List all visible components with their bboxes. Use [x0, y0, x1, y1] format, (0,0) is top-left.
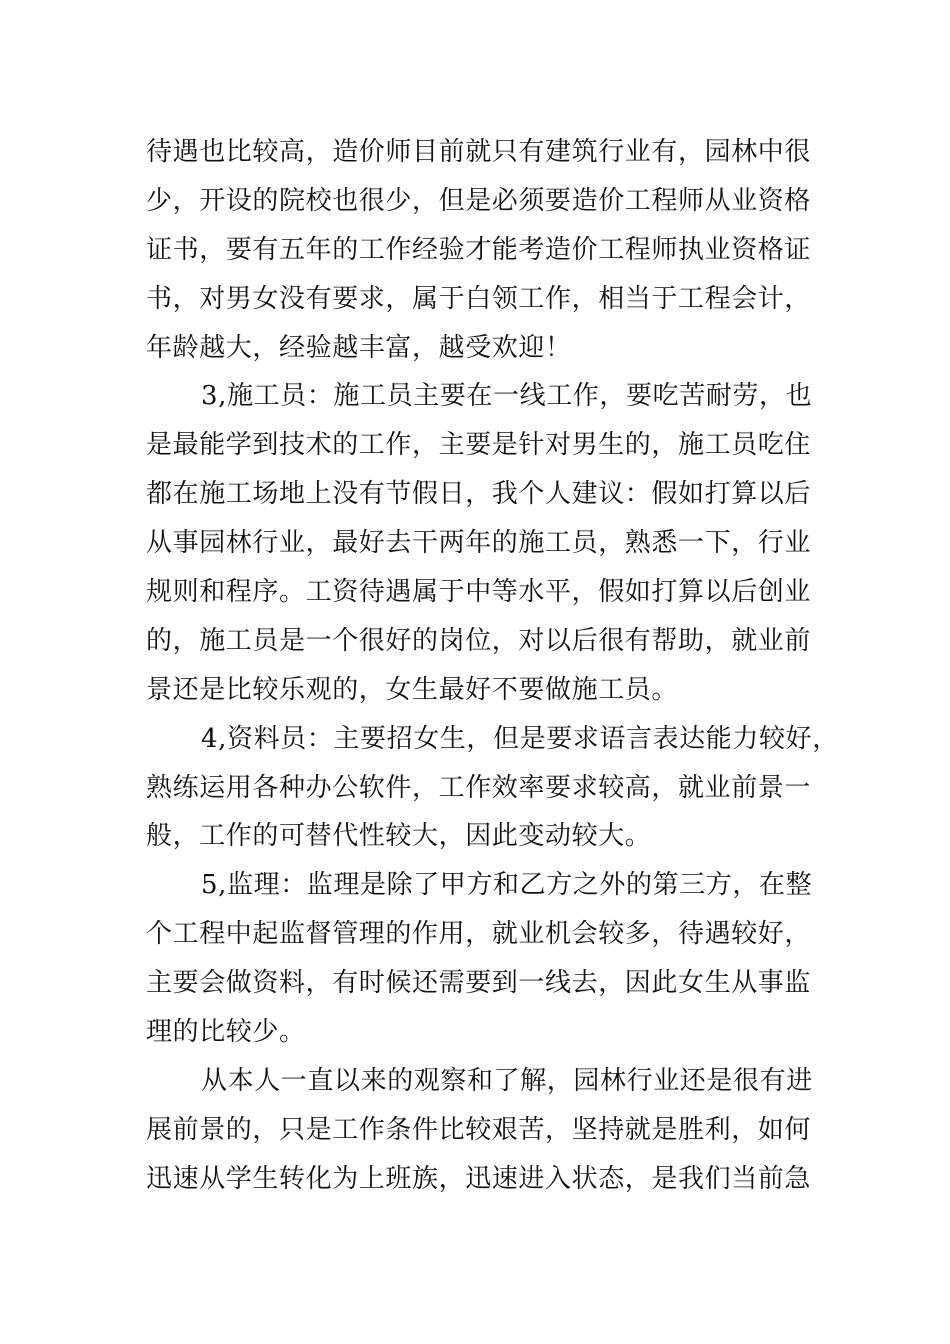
text-line: 4,资料员：主要招女生，但是要求语言表达能力较好， — [201, 723, 839, 754]
text-line: 规则和程序。工资待遇属于中等水平，假如打算以后创业 — [146, 577, 812, 608]
text-line: 熟练运用各种办公软件，工作效率要求较高，就业前景一 — [146, 772, 812, 803]
text-line: 的，施工员是一个很好的岗位，对以后很有帮助，就业前 — [146, 625, 812, 656]
text-line: 年龄越大，经验越丰富，越受欢迎！ — [146, 332, 572, 363]
text-line: 是最能学到技术的工作，主要是针对男生的，施工员吃住 — [146, 430, 812, 461]
text-line: 少，开设的院校也很少，但是必须要造价工程师从业资格 — [146, 185, 812, 216]
text-line: 证书，要有五年的工作经验才能考造价工程师执业资格证 — [146, 234, 812, 265]
text-line: 书，对男女没有要求，属于白领工作，相当于工程会计， — [146, 283, 812, 314]
text-line: 迅速从学生转化为上班族，迅速进入状态，是我们当前急 — [146, 1163, 812, 1194]
text-line: 都在施工场地上没有节假日，我个人建议：假如打算以后 — [146, 479, 812, 510]
text-line: 3,施工员：施工员主要在一线工作，要吃苦耐劳，也 — [201, 381, 813, 412]
text-line: 理的比较少。 — [146, 1017, 306, 1048]
text-line: 从本人一直以来的观察和了解，园林行业还是很有进 — [201, 1065, 813, 1096]
text-line: 景还是比较乐观的，女生最好不要做施工员。 — [146, 674, 679, 705]
text-line: 个工程中起监督管理的作用，就业机会较多，待遇较好， — [146, 919, 812, 950]
text-line: 主要会做资料，有时候还需要到一线去，因此女生从事监 — [146, 968, 812, 999]
text-line: 待遇也比较高，造价师目前就只有建筑行业有，园林中很 — [146, 137, 812, 167]
text-line: 展前景的，只是工作条件比较艰苦，坚持就是胜利，如何 — [146, 1114, 812, 1145]
text-line: 从事园林行业，最好去干两年的施工员，熟悉一下，行业 — [146, 528, 812, 559]
text-line: 般，工作的可替代性较大，因此变动较大。 — [146, 821, 652, 852]
body-text — [146, 128, 839, 1204]
text-line: 5,监理：监理是除了甲方和乙方之外的第三方，在整 — [201, 870, 813, 901]
